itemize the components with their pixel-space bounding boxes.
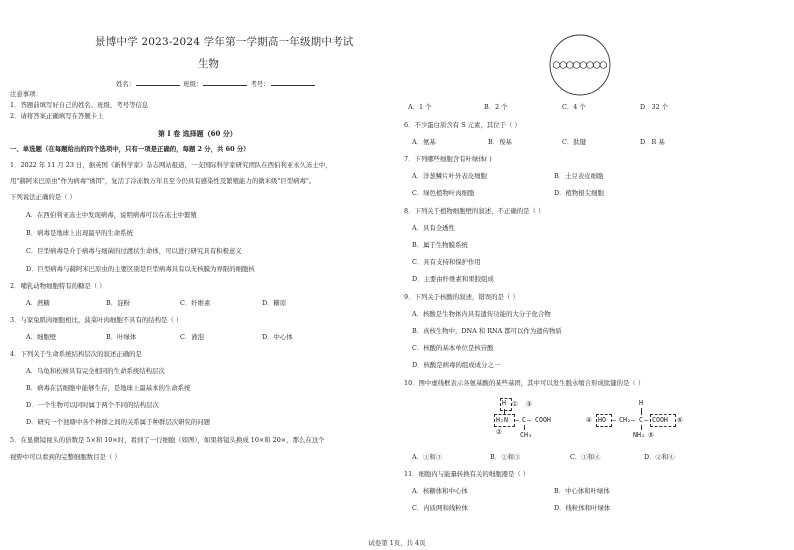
q3-option-d[interactable]: D．中心体 — [262, 333, 293, 341]
q9-option-c[interactable]: C．核酸的基本单位是核苷酸 — [412, 344, 494, 352]
notice-heading: 注意事项： — [10, 90, 42, 98]
q2-option-b[interactable]: B．淀粉 — [106, 299, 130, 307]
section-instruction: 一、单选题（在每题给出的四个选项中，只有一项是正确的，每题 2 分，共 60 分） — [10, 145, 250, 153]
aa2-h: H — [639, 399, 643, 407]
q9-option-d[interactable]: D．核酸是病毒的组成成分之一 — [412, 361, 501, 369]
q3-option-b[interactable]: B．叶绿体 — [106, 333, 137, 341]
q3-stem: 3．与家兔肌肉细胞相比，菠菜叶肉细胞不具有的结构是（ ） — [10, 316, 183, 324]
cell-shape — [567, 62, 574, 69]
aa2-ho: HO — [598, 416, 606, 424]
q9-option-b[interactable]: B．真核生物中，DNA 和 RNA 都可以作为遗传物质 — [412, 327, 562, 335]
circle-label-1: ① — [512, 400, 518, 408]
bond-dash: — — [515, 416, 519, 424]
q6-option-d[interactable]: D．R 基 — [640, 138, 665, 146]
q6-option-a[interactable]: A．氨基 — [412, 138, 436, 146]
circle-label-2: ② — [496, 428, 502, 436]
q1-stem-line: 用"赫阿米巴原虫"作为病毒"诱饵"，复活了冷冻数万年且至今仍具有感染性及繁殖能力的微米级"巨型病毒"。 — [10, 177, 316, 185]
class-label: 班级： — [183, 80, 203, 88]
q10-option-a[interactable]: A．①和③ — [412, 453, 443, 461]
q2-stem: 2．哺乳动物细胞特有的糖是（ ） — [10, 282, 106, 290]
q6-stem: 6．不少蛋白质含有 S 元素，其位于（ ） — [404, 121, 521, 129]
q5-option-a[interactable]: A．1 个 — [408, 103, 432, 111]
q9-stem: 9．下列关于核酸的叙述，错误的是（ ） — [404, 293, 519, 301]
section-title: 第 I 卷 选择题（60 分） — [158, 129, 237, 138]
student-info-line — [116, 79, 316, 88]
cell-shape — [553, 62, 560, 69]
q4-stem: 4．下列关于生命系统结构层次的叙述正确的是 — [10, 350, 142, 358]
q10-option-b[interactable]: B．②和③ — [490, 453, 521, 461]
number-label: 考号： — [250, 80, 270, 88]
q5-stem-line: 视野中可以看到的完整细胞数目是（ ） — [10, 453, 121, 461]
notice-item: 1．答题前填写好自己的姓名、班级、考号等信息 — [10, 101, 149, 109]
q2-option-d[interactable]: D．糖原 — [262, 299, 287, 307]
q10-option-d[interactable]: D．②和④ — [644, 453, 675, 461]
q7-stem: 7．下列哪些细胞含有叶绿体( ) — [404, 155, 492, 163]
q4-option-b[interactable]: B．病毒在活细胞中能够生存，是地球上最基本的生命系统 — [26, 384, 191, 392]
bond-dash: — — [612, 416, 616, 424]
q8-option-c[interactable]: C．具有支持和保护作用 — [412, 258, 481, 266]
q5-option-d[interactable]: D．32 个 — [640, 103, 669, 111]
q11-option-a[interactable]: A．核糖体和中心体 — [412, 487, 468, 495]
q8-stem: 8．下列关于植物细胞壁的叙述，不正确的是（ ） — [404, 207, 545, 215]
q6-option-c[interactable]: C．肽键 — [562, 138, 587, 146]
aa2-c: C — [639, 416, 643, 424]
aa1-ch3: CH₃ — [520, 431, 532, 439]
q5-option-c[interactable]: C．4 个 — [562, 103, 586, 111]
aa1-cooh: COOH — [535, 416, 551, 424]
q10-stem: 10．图中虚线框表示各氨基酸的某些基团，其中可以发生脱水缩合形成肽键的是（ ） — [404, 379, 645, 387]
q7-option-b[interactable]: B．土豆表皮细胞 — [554, 172, 604, 180]
q1-option-d[interactable]: D．巨型病毒与赫阿米巴原虫的主要区别是巨型病毒具有以无核膜为界限的细胞核 — [26, 265, 255, 273]
exam-title: 景博中学 2023-2024 学年第一学期高一年级期中考试 — [95, 36, 354, 48]
cell-shape — [560, 62, 567, 69]
circle-label-3: ③ — [526, 400, 532, 408]
microscope-view-figure — [548, 33, 612, 97]
q1-stem-line: 下列说法正确的是（ ） — [10, 193, 76, 201]
cell-shape — [587, 62, 594, 69]
q11-stem: 11．细胞内与能量转换有关的细胞器是（ ） — [404, 470, 530, 478]
q1-option-a[interactable]: A．在西伯利亚冻土中发现病毒，说明病毒可以在冻土中繁殖 — [26, 211, 197, 219]
circle-label-5: ⑤ — [648, 431, 654, 439]
aa2-cooh: COOH — [652, 416, 668, 424]
q7-option-d[interactable]: D．植物根尖细胞 — [554, 189, 604, 197]
aa2-ch2: CH₂ — [619, 416, 631, 424]
bond-line — [641, 408, 642, 415]
cell-shape — [573, 62, 580, 69]
q8-option-a[interactable]: A．具有全透性 — [412, 224, 455, 232]
exam-subject: 生物 — [198, 58, 219, 70]
page-footer: 试卷第 1页，共 4页 — [368, 539, 426, 547]
q7-option-c[interactable]: C．绿色植物叶肉细胞 — [412, 189, 475, 197]
q11-option-b[interactable]: B．中心体和叶绿体 — [554, 487, 610, 495]
q11-option-c[interactable]: C．内质网和线粒体 — [412, 504, 469, 512]
class-blank[interactable] — [203, 79, 247, 86]
q5-option-b[interactable]: B．2 个 — [484, 103, 508, 111]
bond-dash: — — [631, 416, 635, 424]
cell-shape — [580, 62, 587, 69]
q11-option-d[interactable]: D．线粒体和叶绿体 — [554, 504, 611, 512]
q1-option-c[interactable]: C．巨型病毒是介于病毒与细菌的过渡状生命体，可以进行研究具有积极意义 — [26, 247, 242, 255]
q10-option-c[interactable]: C．①和④ — [570, 453, 601, 461]
aa1-c: C — [522, 416, 526, 424]
q8-option-b[interactable]: B．属于生物膜系统 — [412, 241, 468, 249]
cell-shape — [600, 62, 607, 69]
q9-option-a[interactable]: A．核酸是生物体内具有遗传功能的大分子化合物 — [412, 310, 551, 318]
notice-item: 2．请将答案正确填写在答题卡上 — [10, 112, 104, 120]
cell-shape — [593, 62, 600, 69]
q4-option-a[interactable]: A．乌龟和松树具有完全相同的生命系统结构层次 — [26, 367, 165, 375]
name-label: 姓名： — [116, 80, 136, 88]
q4-option-c[interactable]: D．一个生物可以同时属于两个不同的结构层次 — [26, 401, 159, 409]
bond-line — [641, 425, 642, 430]
q2-option-a[interactable]: A．蔗糖 — [26, 299, 50, 307]
q3-option-c[interactable]: C．液泡 — [180, 333, 205, 341]
circle-label-4: ④ — [586, 416, 592, 424]
q3-option-a[interactable]: A．细胞壁 — [26, 333, 57, 341]
q6-option-b[interactable]: B．羧基 — [488, 138, 512, 146]
q4-option-d[interactable]: D．研究一个池塘中各个种群之间的关系属于种群层次研究的问题 — [26, 418, 211, 426]
circle-label-6: ⑥ — [677, 416, 683, 424]
q5-stem-line: 5．在显微镜视头的倍数是 5×和 10×时，看到了一行细胞（如图），如果将镜头换成 10×和 20×，那么在这个 — [10, 436, 325, 444]
q7-option-a[interactable]: A．洋葱鳞片叶外表皮细胞 — [412, 172, 487, 180]
q1-stem-line: 1．2022 年 11 月 23 日，据英国《新科学家》杂志网站报道，一支国际科学家研究团队在西伯利亚永久冻土中， — [10, 161, 332, 169]
bond-dash: — — [644, 416, 648, 424]
aa1-h: H — [502, 399, 506, 407]
q8-option-d[interactable]: D．主要由纤维素和果胶组成 — [412, 275, 494, 283]
q2-option-c[interactable]: C．纤维素 — [180, 299, 211, 307]
q1-option-b[interactable]: B．病毒是地球上出现最早的生命系统 — [26, 229, 133, 237]
bond-dash: — — [527, 416, 531, 424]
aa1-nh2: H₂N — [496, 416, 508, 424]
aa2-nh2: NH₂ — [633, 431, 645, 439]
number-blank[interactable] — [271, 79, 315, 86]
name-blank[interactable] — [136, 79, 180, 86]
bond-line — [524, 425, 525, 430]
